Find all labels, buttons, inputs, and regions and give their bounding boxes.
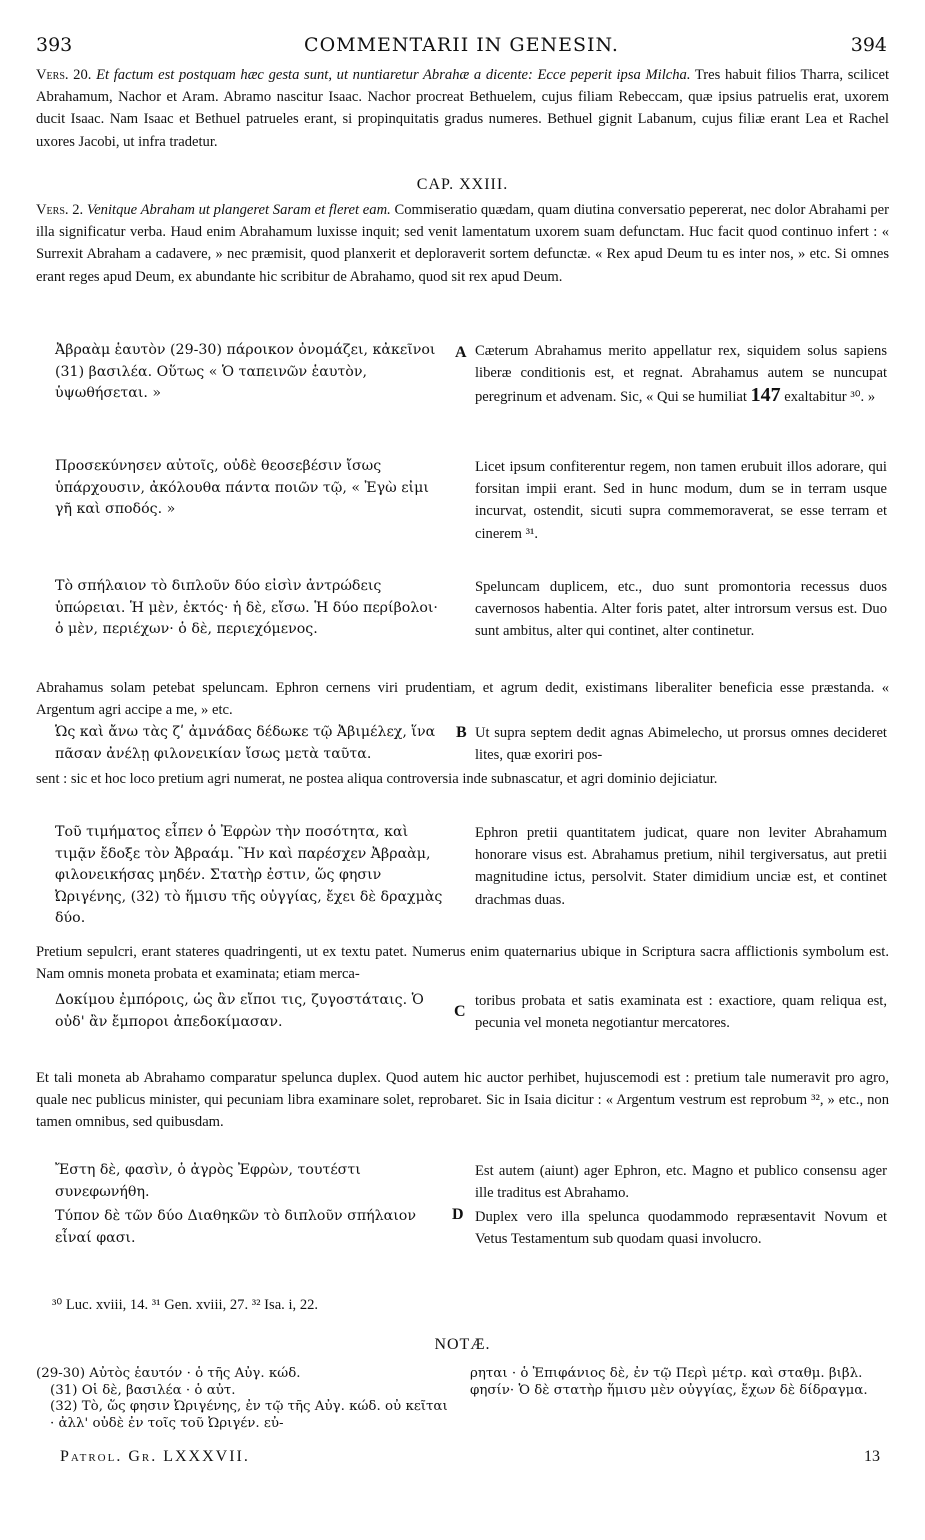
column-number: 147 bbox=[750, 384, 781, 407]
greek-text-7: Ἔστη δὲ, φασὶν, ὁ ἀγρὸς Ἐφρὼν, τουτέστι συνεφωνήθη. bbox=[55, 1162, 361, 1200]
ephron-paragraph: Abrahamus solam petebat speluncam. Ephron cernens viri prudentiam, et agrum dedit, existimans liberaliter beneficia esse præstanda. « Argentum agri accipe a me, » etc. bbox=[36, 680, 889, 719]
greek-text-5: Τοῦ τιμήματος εἶπεν ὁ Ἐφρὼν τὴν ποσότητα, καὶ τιμᾷν ἔδοξε τὸν Ἀβραάμ. Ἣν καὶ παρέσχεν Ἀβραὰμ, φιλονεικήσας μηδέν. Στατὴρ ἐστιν, ὥς φησιν Ὠριγένης, (32) τὸ ἥμισυ τῆς οὐγγίας, ἔχει δὲ δραχμὰς δύο. bbox=[55, 824, 443, 927]
latin-text-1-end: exaltabitur ³⁰. » bbox=[784, 389, 876, 406]
notes-left-column bbox=[36, 1366, 456, 1432]
note-29-30: (29-30) Αὐτὸς ἑαυτόν · ὁ τῆς Αὐγ. κώδ. bbox=[36, 1366, 301, 1381]
notes-right-column: ρηται · ὁ Ἐπιφάνιος δὲ, ἐν τῷ Περὶ μέτρ. καὶ σταθμ. βιβλ. φησίν· Ὁ δὲ στατὴρ ἥμισυ μὲν οὐγγίας, ἔχων δὲ δίδραγμα. bbox=[470, 1366, 868, 1398]
latin-text-7: Est autem (aiunt) ager Ephron, etc. Magno et publico consensu ager ille traditus est Abrahamo. bbox=[475, 1163, 887, 1202]
greek-text-3: Τὸ σπήλαιον τὸ διπλοῦν δύο εἰσὶν ἀντρώδεις ὑπώρειαι. Ἡ μὲν, ἐκτός· ἡ δὲ, εἴσω. Ἡ δύο περίβολοι· ὁ μὲν, περιέχων· ὁ δὲ, περιεχόμενος. bbox=[55, 578, 438, 638]
latin-text-8: Duplex vero illa spelunca quodammodo repræsentavit Novum et Vetus Testamentum sub quodam quasi involucro. bbox=[475, 1209, 887, 1248]
verse-label: Vers. 20. bbox=[36, 67, 92, 83]
latin-text-6: toribus probata et satis examinata est : exactiore, quam reliqua est, pecunia vel moneta negotiantur mercatores. bbox=[475, 993, 887, 1032]
latin-text-3: Speluncam duplicem, etc., duo sunt promontoria recessus duos cavernosos habentia. Alter foris patet, alter introrsum versus est. Duo sunt ambitus, alter qui continet, alter continetur. bbox=[475, 579, 887, 640]
notes-title: NOTÆ. bbox=[434, 1336, 491, 1353]
note-31: (31) Οἱ δὲ, βασιλέα · ὁ αὐτ. bbox=[50, 1382, 236, 1398]
verse-2-text: Commiseratio quædam, quam diutina conversatio pepererat, nec dolor Abrahami per illa significatur verba. Haud enim Abrahamum luxisse inquit; sed venit lamentatum uxorem suam defunctam. Huc facit quod continuo infert : « Surrexit Abraham a cadavere, » nec præmisit, quod planxerit et deploraverit sortem defunctæ. « Rex apud Deum tu es inter nos, » etc. Si omnes erant reges apud Deum, ex abundante hic scribitur de Abrahamo, quod sit rex apud Deum. bbox=[36, 202, 890, 285]
greek-text-2: Προσεκύνησεν αὐτοῖς, οὐδὲ θεοσεβέσιν ἴσως ὑπάρχουσιν, ἀκόλουθα πάντα ποιῶν τῷ, « Ἐγὼ εἰμι γῆ καὶ σποδός. » bbox=[55, 458, 429, 518]
scripture-footnotes: ³⁰ Luc. xviii, 14. ³¹ Gen. xviii, 27. ³² Isa. i, 22. bbox=[52, 1297, 319, 1313]
moneta-paragraph: Et tali moneta ab Abrahamo comparatur spelunca duplex. Quod autem hic auctor perhibet, hujuscemodi est : pretium tale numeravit pro agro, quale nec publicus minister, qui pecuniam libra examinare solet, reprobaret. Sic in Isaia dicitur : « Argentum vestrum est reprobum ³², » etc., non tamen omnibus, sed quibusdam. bbox=[36, 1070, 889, 1131]
verse-2-paragraph bbox=[36, 199, 889, 288]
note-32: (32) Τὸ, ὥς φησιν Ὠριγένης, ἐν τῷ τῆς Αὐγ. κώδ. οὐ κεῖται · ἀλλ' οὐδὲ ἐν τοῖς τοῦ Ὠριγέν. εὐ- bbox=[50, 1399, 448, 1431]
series-signature: Patrol. Gr. LXXXVII. bbox=[60, 1448, 250, 1465]
verse-quote: Et factum est postquam hæc gesta sunt, ut nuntiaretur Abrahæ a dicente: Ecce peperit ipsa Milcha. bbox=[96, 67, 691, 83]
pretium-paragraph: Pretium sepulcri, erant stateres quadringenti, ut ex textu patet. Numerus enim quaternarius ubique in Scriptura sacra afflictionis symbolum est. Nam omnis moneta probata et examinata; etiam merca- bbox=[36, 944, 889, 983]
left-page-number: 393 bbox=[36, 34, 73, 56]
running-header bbox=[36, 34, 887, 58]
running-title: COMMENTARII IN GENESIN. bbox=[304, 34, 619, 56]
verse-quote: Venitque Abraham ut plangeret Saram et fleret eam. bbox=[86, 202, 391, 218]
latin-text-1-start: Cæterum Abrahamus merito appellatur rex, siquidem solus sapiens liberæ conditionis est, et regnat. Abrahamus autem se nuncupat peregrinum et advenam. Sic, « Qui se humiliat bbox=[475, 343, 887, 406]
sent-paragraph: sent : sic et hoc loco pretium agri numerat, ne postea aliqua controversia inde subnascatur, et agri dominio dejiciatur. bbox=[36, 771, 718, 787]
margin-marker-a: A bbox=[455, 344, 467, 361]
greek-text-8: Τύπον δὲ τῶν δύο Διαθηκῶν τὸ διπλοῦν σπήλαιον εἶναί φασι. bbox=[55, 1208, 416, 1246]
right-page-number: 394 bbox=[850, 34, 887, 56]
margin-marker-c: C bbox=[454, 1003, 466, 1020]
greek-text-4: Ὡς καὶ ἄνω τὰς ζʹ ἀμνάδας δέδωκε τῷ Ἀβιμέλεχ, ἵνα πᾶσαν ἀνέλῃ φιλονεικίαν ἴσως μετὰ ταῦτα. bbox=[55, 724, 436, 762]
chapter-title: CAP. XXIII. bbox=[416, 176, 509, 193]
margin-marker-d: D bbox=[452, 1206, 464, 1223]
latin-text-4: Ut supra septem dedit agnas Abimelecho, ut prorsus omnes decideret lites, quæ exoriri pos- bbox=[475, 725, 887, 764]
intro-text: Tres habuit filios Tharra, scilicet Abrahamum, Nachor et Aram. Abramo nascitur Isaac. Nachor procreat Bethuelem, cujus filiam Rebeccam, quæ ipsius patruelis erat, uxorem ducit Isaac. Nam Isaac et Bethuel patrueles erant, si propinquitatis gradus numeres. Bethuel gignit Labanum, cujus filiæ erant Lea et Rachel uxores Jacobi, ut infra tradetur. bbox=[36, 67, 890, 150]
verse-label: Vers. 2. bbox=[36, 202, 84, 218]
greek-text-1: Ἀβραὰμ ἑαυτὸν (29-30) πάροικον ὀνομάζει, κἀκεῖνοι (31) βασιλέα. Οὕτως « Ὁ ταπεινῶν ἑαυτὸν, ὑψωθήσεται. » bbox=[55, 342, 436, 402]
greek-text-6: Δοκίμου ἐμπόροις, ὡς ἂν εἴποι τις, ζυγοστάταις. Ὁ οὐδ' ἂν ἔμποροι ἀπεδοκίμασαν. bbox=[55, 992, 424, 1030]
margin-marker-b: B bbox=[456, 724, 467, 741]
latin-text-1 bbox=[475, 340, 887, 409]
signature-number: 13 bbox=[864, 1448, 880, 1465]
latin-text-5: Ephron pretii quantitatem judicat, quare non leviter Abrahamum honorare visus est. Abrahamus pretium, nihil tergiversatus, aut pretii magnitudine ictus, persolvit. Stater dimidium unciæ est, et continet drachmas duas. bbox=[475, 825, 887, 908]
intro-paragraph bbox=[36, 64, 889, 153]
latin-text-2: Licet ipsum confiterentur regem, non tamen erubuit illos adorare, qui forsitan impii erant. Sed in hunc modum, dum se in terram usque incurvat, ostendit, sicuti supra commemoraverat, se esse terram et cinerem ³¹. bbox=[475, 459, 887, 542]
